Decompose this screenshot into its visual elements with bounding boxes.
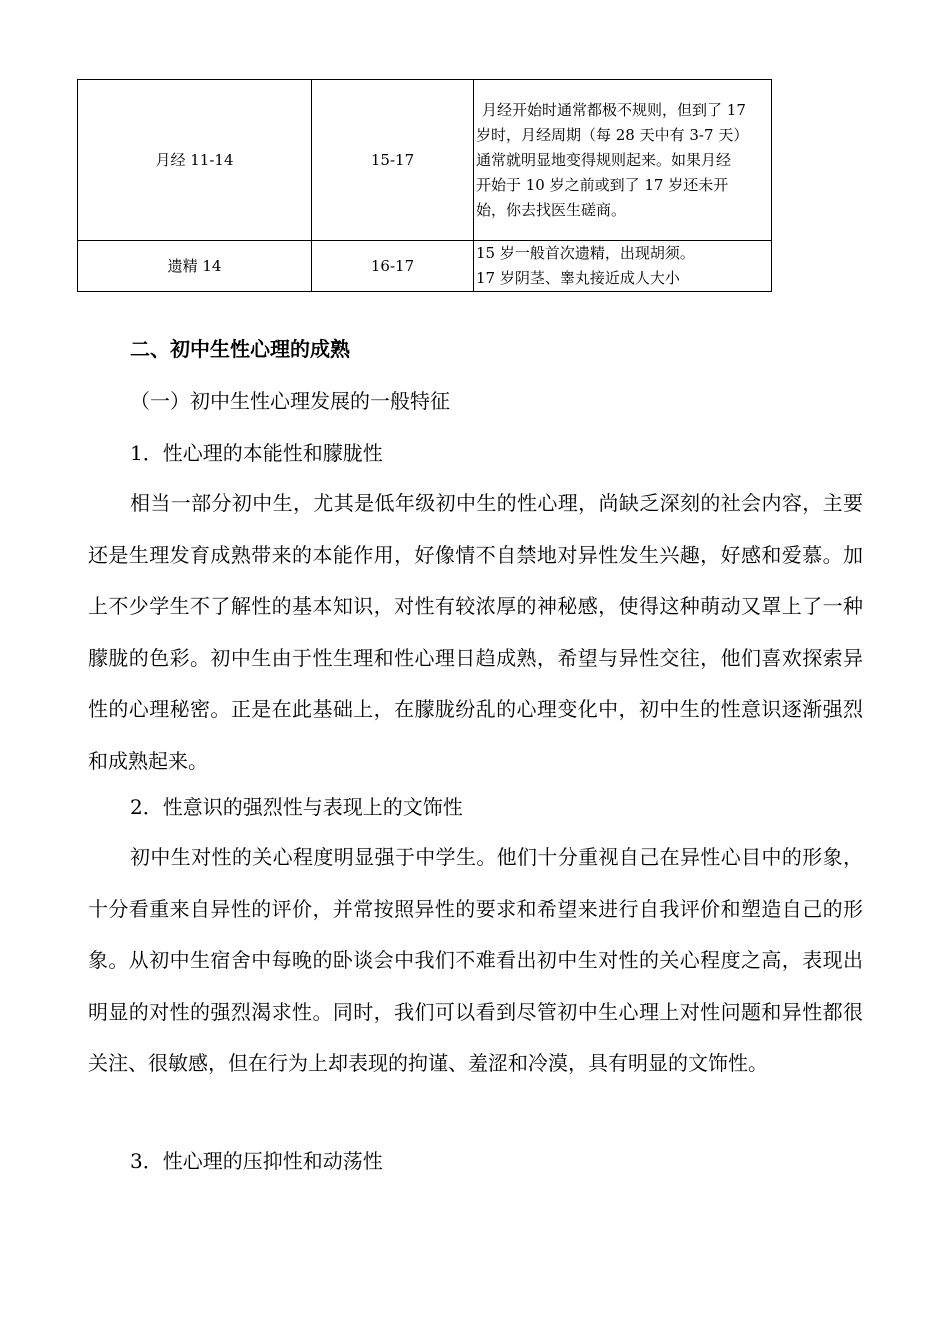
table-cell-note xyxy=(474,241,772,292)
table-row xyxy=(78,241,772,292)
table-cell-range: 15-17 xyxy=(312,80,474,241)
note-line: 岁时，月经周期（每 28 天中有 3-7 天） xyxy=(476,125,749,144)
section-title: 二、初中生性心理的成熟 xyxy=(130,337,350,361)
point-heading: 2．性意识的强烈性与表现上的文饰性 xyxy=(130,795,463,819)
note-line: 始，你去找医生磋商。 xyxy=(476,200,627,219)
point-heading: 3．性心理的压抑性和动荡性 xyxy=(130,1149,383,1173)
note-line: 月经开始时通常都极不规则，但到了 17 xyxy=(482,100,746,119)
table-row xyxy=(78,80,772,241)
point-heading: 1．性心理的本能性和朦胧性 xyxy=(130,441,383,465)
table-cell-item: 遗精 14 xyxy=(78,241,312,292)
note-line: 15 岁一般首次遗精，出现胡须。 xyxy=(476,244,695,262)
note-line: 通常就明显地变得规则起来。如果月经 xyxy=(476,150,732,169)
table-cell-range: 16-17 xyxy=(312,241,474,292)
note-line: 开始于 10 岁之前或到了 17 岁还未开 xyxy=(476,175,729,194)
table-cell-item: 月经 11-14 xyxy=(78,80,312,241)
table-cell-note xyxy=(474,80,772,241)
puberty-table xyxy=(77,79,772,292)
body-paragraph: 初中生对性的关心程度明显强于中学生。他们十分重视自己在异性心目中的形象，十分看重来自异性的评价，并常按照异性的要求和希望来进行自我评价和塑造自己的形象。从初中生宿舍中每晚的卧谈会中我们不难看出初中生对性的关心程度之高，表现出明显的对性的强烈渴求性。同时，我们可以看到尽管初中生心理上对性问题和异性都很关注、很敏感，但在行为上却表现的拘谨、羞涩和冷漠，具有明显的文饰性。 xyxy=(88,845,863,1075)
subsection-title: （一）初中生性心理发展的一般特征 xyxy=(130,389,450,413)
note-line: 17 岁阴茎、睾丸接近成人大小 xyxy=(476,269,680,287)
body-paragraph: 相当一部分初中生，尤其是低年级初中生的性心理，尚缺乏深刻的社会内容，主要还是生理发育成熟带来的本能作用，好像情不自禁地对异性发生兴趣，好感和爱慕。加上不少学生不了解性的基本知识，对性有较浓厚的神秘感，使得这种萌动又罩上了一种朦胧的色彩。初中生由于性生理和性心理日趋成熟，希望与异性交往，他们喜欢探索异性的心理秘密。正是在此基础上，在朦胧纷乱的心理变化中，初中生的性意识逐渐强烈和成熟起来。 xyxy=(88,491,863,773)
